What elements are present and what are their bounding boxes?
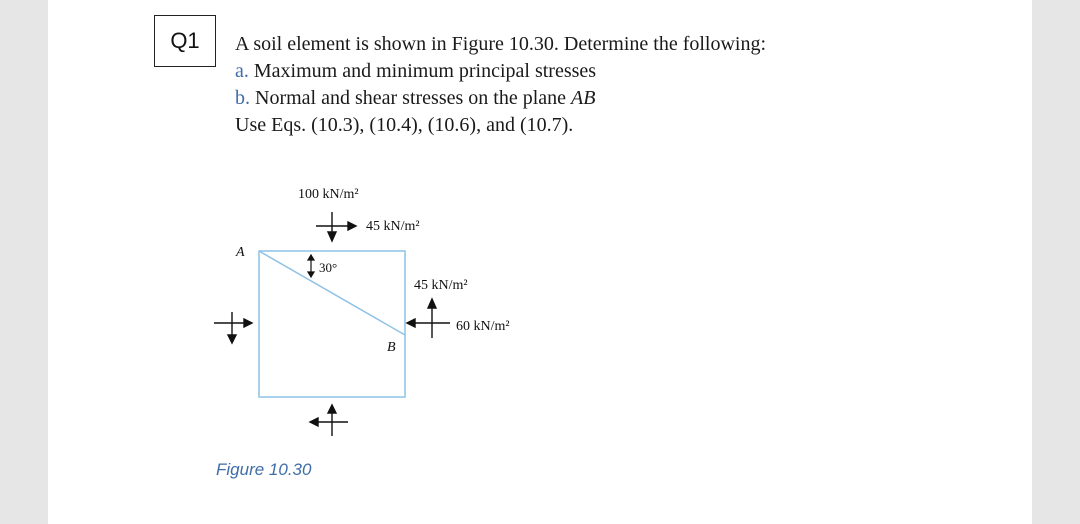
item-b-label: b. [235,87,250,109]
right-stress-arrows [407,299,450,338]
point-b-label: B [387,340,396,355]
top-normal-stress-label: 100 kN/m² [298,187,359,202]
side-normal-stress-label: 60 kN/m² [456,319,510,334]
top-shear-stress-label: 45 kN/m² [366,219,420,234]
question-number: Q1 [170,28,200,53]
question-footer: Use Eqs. (10.3), (10.4), (10.6), and (10.7). [235,114,574,136]
point-a-label: A [236,245,245,260]
bottom-stress-arrows [310,405,348,436]
item-b-plane: AB [571,87,596,109]
item-b-text: Normal and shear stresses on the plane [255,87,572,109]
side-shear-stress-label: 45 kN/m² [414,278,468,293]
top-stress-arrows [316,212,356,241]
left-stress-arrows [214,312,252,343]
question-intro: A soil element is shown in Figure 10.30. Determine the following: [235,33,767,55]
figure-caption: Figure 10.30 [216,460,312,479]
angle-label: 30° [319,260,338,275]
item-a-label: a. [235,60,249,82]
item-a-text: Maximum and minimum principal stresses [253,60,597,82]
angle-arrow [308,255,314,277]
